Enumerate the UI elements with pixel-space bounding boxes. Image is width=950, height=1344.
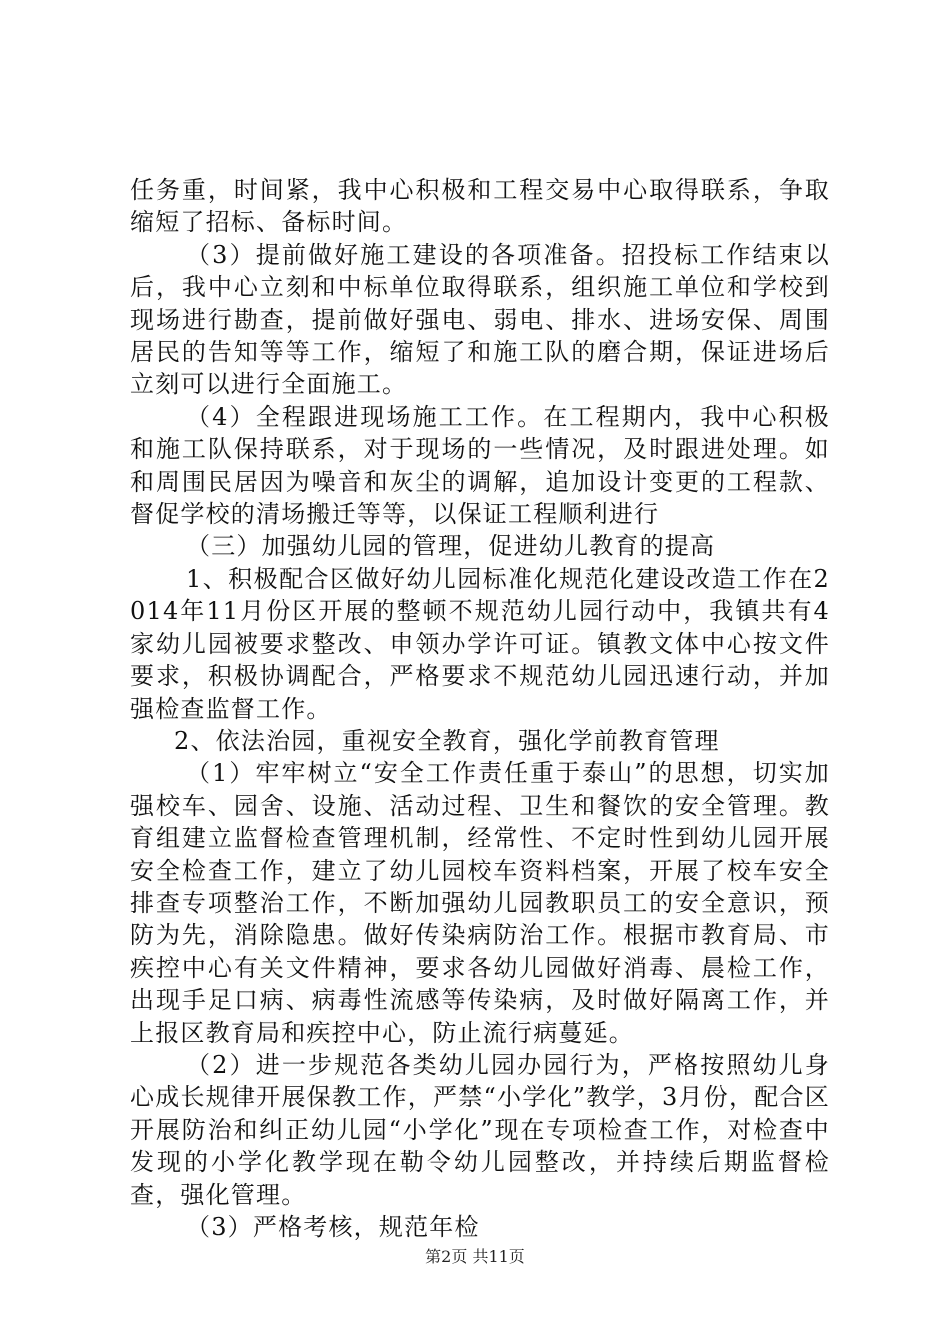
subsection-heading-2: 2、依法治园，重视安全教育，强化学前教育管理 [174,726,720,755]
paragraph-8: （2）进一步规范各类幼儿园办园行为，严格按照幼儿身心成长规律开展保教工作，严禁“小学化”教学，3月份，配合区开展防治和纠正幼儿园“小学化”现在专项检查工作，对检查中发现的小学化教学现在勒令幼儿园整改，并持续后期监督检查，强化管理。 [130,1050,830,1209]
page-footer: 第2页 共11页 [425,1247,525,1266]
paragraph-5: 1、积极配合区做好幼儿园标准化规范化建设改造工作在2014年11月份区开展的整顿不规范幼儿园行动中，我镇共有4家幼儿园被要求整改、申领办学许可证。镇教文体中心按文件要求，积极协调配合，严格要求不规范幼儿园迅速行动，并加强检查监督工作。 [130,564,830,723]
document-body [130,174,830,1243]
section-heading-3: （三）加强幼儿园的管理，促进幼儿教育的提高 [186,532,716,561]
paragraph-7: （1）牢牢树立“安全工作责任重于泰山”的思想，切实加强校车、园舍、设施、活动过程、卫生和餐饮的安全管理。教育组建立监督检查管理机制，经常性、不定时性到幼儿园开展安全检查工作，建立了幼儿园校车资料档案，开展了校车安全排查专项整治工作，不断加强幼儿园教职员工的安全意识，预防为先，消除隐患。做好传染病防治工作。根据市教育局、市疾控中心有关文件精神，要求各幼儿园做好消毒、晨检工作，出现手足口病、病毒性流感等传染病，及时做好隔离工作，并上报区教育局和疾控中心，防止流行病蔓延。 [130,759,830,1047]
paragraph-1: 任务重，时间紧，我中心积极和工程交易中心取得联系，争取缩短了招标、备标时间。 [130,176,830,237]
paragraph-2: （3）提前做好施工建设的各项准备。招投标工作结束以后，我中心立刻和中标单位取得联系，组织施工单位和学校到现场进行勘查，提前做好强电、弱电、排水、进场安保、周围居民的告知等等工作，缩短了和施工队的磨合期，保证进场后立刻可以进行全面施工。 [130,240,830,399]
paragraph-9: （3）严格考核，规范年检 [186,1213,480,1241]
paragraph-3: （4）全程跟进现场施工工作。在工程期内，我中心积极和施工队保持联系，对于现场的一些情况，及时跟进处理。如和周围民居因为噪音和灰尘的调解，追加设计变更的工程款、督促学校的清场搬迁等等，以保证工程顺利进行 [130,402,830,529]
